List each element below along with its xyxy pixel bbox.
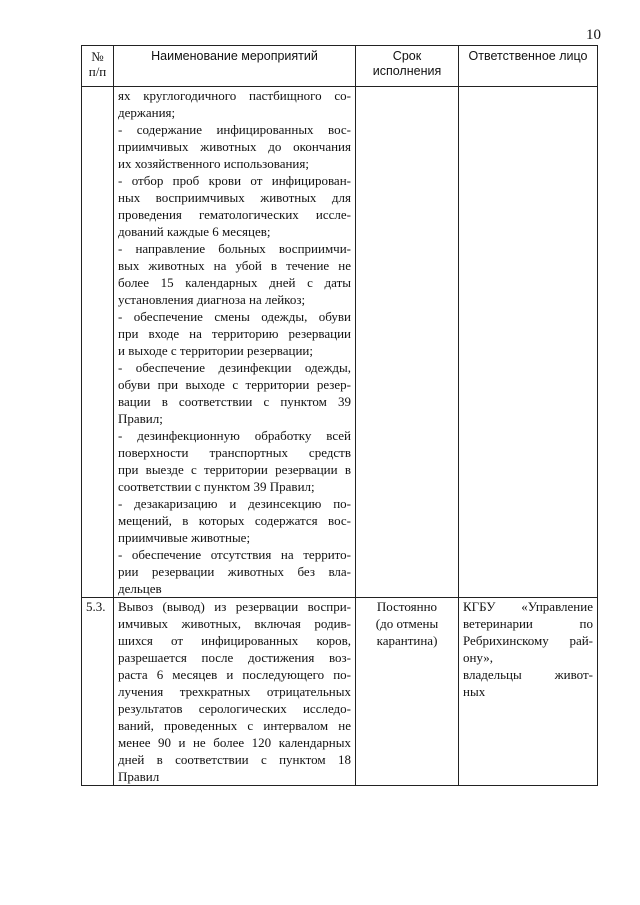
text-line: - содержание инфицированных вос- <box>118 122 351 137</box>
responsible-line: КГБУ «Управление <box>463 599 593 614</box>
text-line: и выходе с территории резервации; <box>118 343 313 358</box>
text-line: имчивых животных, включая родив- <box>118 616 351 631</box>
table-row <box>82 598 598 786</box>
text-line: дований каждые 6 месяцев; <box>118 224 271 239</box>
text-line: их хозяйственного использования; <box>118 156 309 171</box>
header-term-line: Срок <box>392 49 422 63</box>
text-line: ных восприимчивых животных для <box>118 190 351 205</box>
responsible-line: ных <box>463 684 486 699</box>
responsible-line: ону», <box>463 650 494 665</box>
text-line: - обеспечение смены одежды, обуви <box>118 309 351 324</box>
text-line: - дезакаризацию и дезинсекцию по- <box>118 496 351 511</box>
text-line: мещений, в которых содержатся вос- <box>118 513 351 528</box>
term-line: Постоянно <box>376 599 438 614</box>
text-line: поверхности транспортных средств <box>118 445 351 460</box>
responsible-line: владельцы живот- <box>463 667 593 682</box>
header-number-line: п/п <box>88 64 107 79</box>
measure-text-cell <box>114 87 356 598</box>
text-line: раста 6 месяцев и последующего по- <box>118 667 351 682</box>
text-line: ях круглогодичного пастбищного со- <box>118 88 351 103</box>
table-header-row <box>82 46 598 87</box>
header-term <box>356 46 459 87</box>
term-cell <box>356 87 459 598</box>
responsible-cell <box>459 598 598 786</box>
text-line: - дезинфекционную обработку всей <box>118 428 351 443</box>
text-line: более 15 календарных дней с даты <box>118 275 351 290</box>
responsible-line: ветеринарии по <box>463 616 593 631</box>
measures-table <box>81 45 598 786</box>
row-number-cell: 5.3. <box>82 598 114 786</box>
page-number: 10 <box>586 27 601 43</box>
text-line: соответствии с пунктом 39 Правил; <box>118 479 315 494</box>
text-line: приимчивых животных до окончания <box>118 139 351 154</box>
row-number-cell <box>82 87 114 598</box>
header-term-line: исполнения <box>372 64 442 78</box>
text-line: вых животных на убой в течение не <box>118 258 351 273</box>
responsible-line: Ребрихинскому рай- <box>463 633 593 648</box>
text-line: держания; <box>118 105 176 120</box>
text-line: рии резервации животных без вла- <box>118 564 351 579</box>
text-line: Правил; <box>118 411 163 426</box>
text-line: - направление больных восприимчи- <box>118 241 351 256</box>
header-name <box>114 46 356 87</box>
text-line: ваний, проведенных с интервалом не <box>118 718 351 733</box>
text-line: - обеспечение отсутствия на террито- <box>118 547 351 562</box>
text-line: менее 90 и не более 120 календарных <box>118 735 351 750</box>
text-line: результатов серологических исследо- <box>118 701 351 716</box>
text-line: разрешается после достижения воз- <box>118 650 351 665</box>
text-line: - отбор проб крови от инфицирован- <box>118 173 351 188</box>
text-line: установления диагноза на лейкоз; <box>118 292 306 307</box>
text-line: Вывоз (вывод) из резервации воспри- <box>118 599 351 614</box>
text-line: обуви при выходе с территории резер- <box>118 377 351 392</box>
term-line: карантина) <box>376 633 438 648</box>
text-line: дельцев <box>118 581 162 596</box>
table-row <box>82 87 598 598</box>
text-line: шихся от инфицированных коров, <box>118 633 351 648</box>
term-line: (до отмены <box>375 616 439 631</box>
header-responsible <box>459 46 598 87</box>
header-number <box>82 46 114 87</box>
header-name-line: Наименование мероприятий <box>151 49 318 63</box>
text-line: вации в соответствии с пунктом 39 <box>118 394 351 409</box>
text-line: - обеспечение дезинфекции одежды, <box>118 360 351 375</box>
text-line: приимчивые животные; <box>118 530 251 545</box>
responsible-cell <box>459 87 598 598</box>
text-line: лучения трехкратных отрицательных <box>118 684 351 699</box>
text-line: при входе на территорию резервации <box>118 326 351 341</box>
text-line: проведения гематологических иссле- <box>118 207 351 222</box>
text-line: дней в соответствии с пунктом 18 <box>118 752 351 767</box>
text-line: Правил <box>118 769 160 784</box>
measure-text-cell <box>114 598 356 786</box>
header-responsible-line: Ответственное лицо <box>468 49 588 63</box>
term-cell <box>356 598 459 786</box>
text-line: при выезде с территории резервации в <box>118 462 351 477</box>
header-number-line: № <box>91 49 104 64</box>
